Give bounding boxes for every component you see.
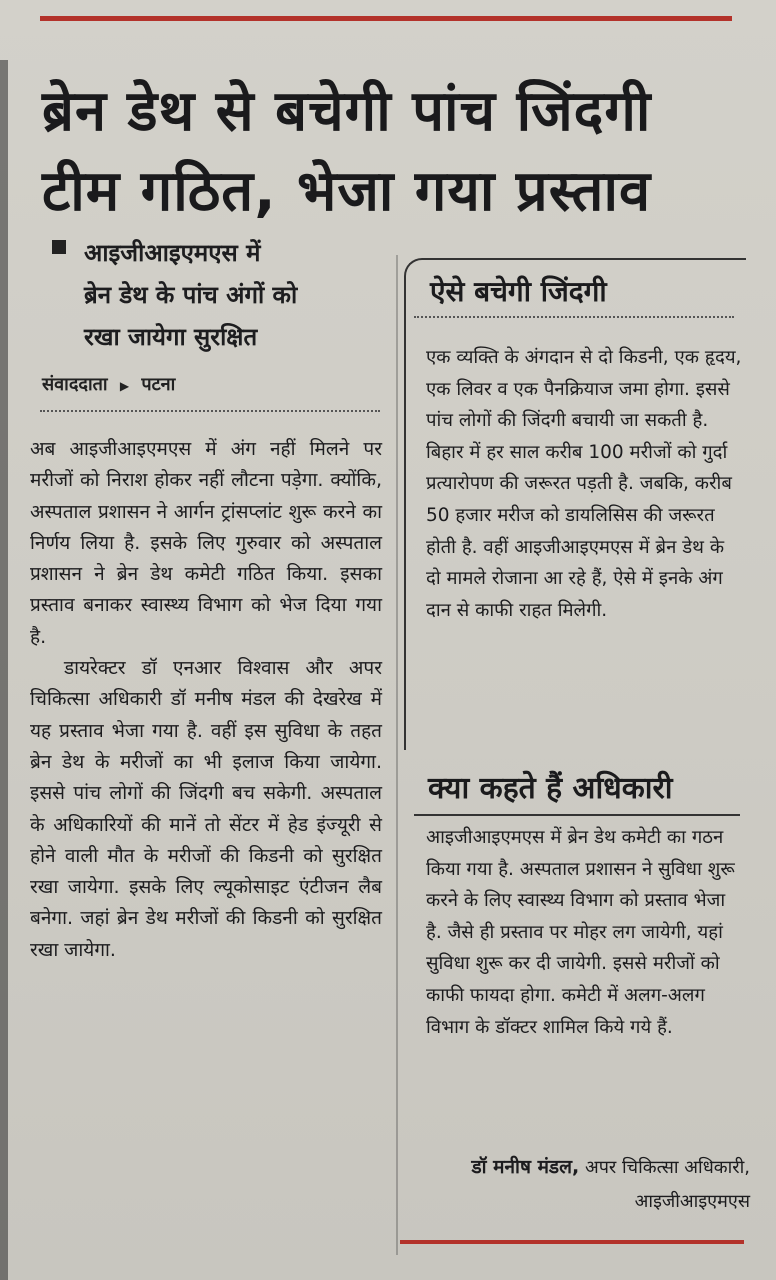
sidebar-box-text [426,342,742,626]
quote-organization: आइजीआइएमएस [634,1191,750,1212]
quote-designation: अपर चिकित्सा अधिकारी, [584,1157,750,1178]
subheadline-line-1: आइजीआइएमएस में [84,239,261,267]
article-paragraph-2: डायरेक्टर डॉ एनआर विश्वास और अपर चिकित्सा अधिकारी डॉ मनीष मंडल की देखरेख में यह प्रस्ताव भेजा गया है. वहीं इस सुविधा के तहत ब्रेन डेथ के मरीजों का भी इलाज किया जायेगा. इससे पांच लोगों की जिंदगी बच सकेगी. अस्पताल के अधिकारियों की मानें तो सेंटर में हेड इंज्यूरी से होने वाली मौत के मरीजों की किडनी को सुरक्षित रखा जायेगा. इसके लिए ल्यूकोसाइट एंटीजन लैब बनेगा. जहां ब्रेन डेथ मरीजों की किडनी को सुरक्षित रखा जायेगा. [30,657,382,961]
quote-speaker: डॉ मनीष मंडल, [471,1156,580,1178]
sidebar-box-paragraph: एक व्यक्ति के अंगदान से दो किडनी, एक हृदय, एक लिवर व एक पैनक्रियाज जमा होगा. इससे पांच लोगों की जिंदगी बचायी जा सकती है. बिहार में हर साल करीब 100 मरीजों को गुर्दा प्रत्यारोपण की जरूरत पड़ती है. जबकि, करीब 50 हजार मरीज को डायलिसिस की जरूरत होती है. वहीं आइजीआइएमएस में ब्रेन डेथ के दो मामले रोजाना आ रहे हैं, ऐसे में इनके अंग दान से काफी राहत मिलेगी. [426,347,742,621]
headline-line-1: ब्रेन डेथ से बचेगी पांच जिंदगी [42,79,652,144]
sidebar-box-title: ऐसे बचेगी जिंदगी [430,275,607,308]
byline-place: पटना [141,374,176,395]
byline-reporter: संवाददाता [42,374,108,395]
top-red-rule [40,16,732,21]
officials-quote-paragraph: आइजीआइएमएस में ब्रेन डेथ कमेटी का गठन किया गया है. अस्पताल प्रशासन ने सुविधा शुरू करने के लिए स्वास्थ्य विभाग को प्रस्ताव भेजा है. जैसे ही प्रस्ताव पर मोहर लग जायेगी, यहां सुविधा शुरू कर दी जायेगी. इससे मरीजों को काफी फायदा होगा. कमेटी में अलग-अलग विभाग के डॉक्टर शामिल किये गये हैं. [426,827,735,1038]
subheadline [84,232,414,358]
article-paragraph-1: अब आइजीआइएमएस में अंग नहीं मिलने पर मरीजों को निराश होकर नहीं लौटना पड़ेगा. क्योंकि, अस्पताल प्रशासन ने आर्गन ट्रांसप्लांट शुरू करने का निर्णय लिया है. इसके लिए गुरुवार को अस्पताल प्रशासन ने ब्रेन डेथ कमेटी गठित किया. इसका प्रस्ताव बनाकर स्वास्थ्य विभाग को भेज दिया गया है. [30,438,382,648]
play-arrow-icon: ▶ [119,379,130,393]
column-divider [396,255,398,1255]
headline [42,72,742,232]
article-body [30,434,382,966]
subheadline-line-2: ब्रेन डेथ के पांच अंगों को [84,281,298,309]
square-bullet-icon [52,240,66,254]
officials-quote [426,822,742,1043]
sidebar-title-divider [414,316,734,318]
bottom-red-rule [400,1240,744,1244]
page-edge-shadow [0,60,8,1280]
byline [42,372,175,396]
headline-line-2: टीम गठित, भेजा गया प्रस्ताव [42,159,652,224]
subheadline-line-3: रखा जायेगा सुरक्षित [84,323,258,351]
quote-attribution [420,1150,750,1219]
byline-divider [40,410,380,412]
officials-section-divider [414,814,740,816]
officials-section-title: क्या कहते हैं अधिकारी [428,771,673,806]
